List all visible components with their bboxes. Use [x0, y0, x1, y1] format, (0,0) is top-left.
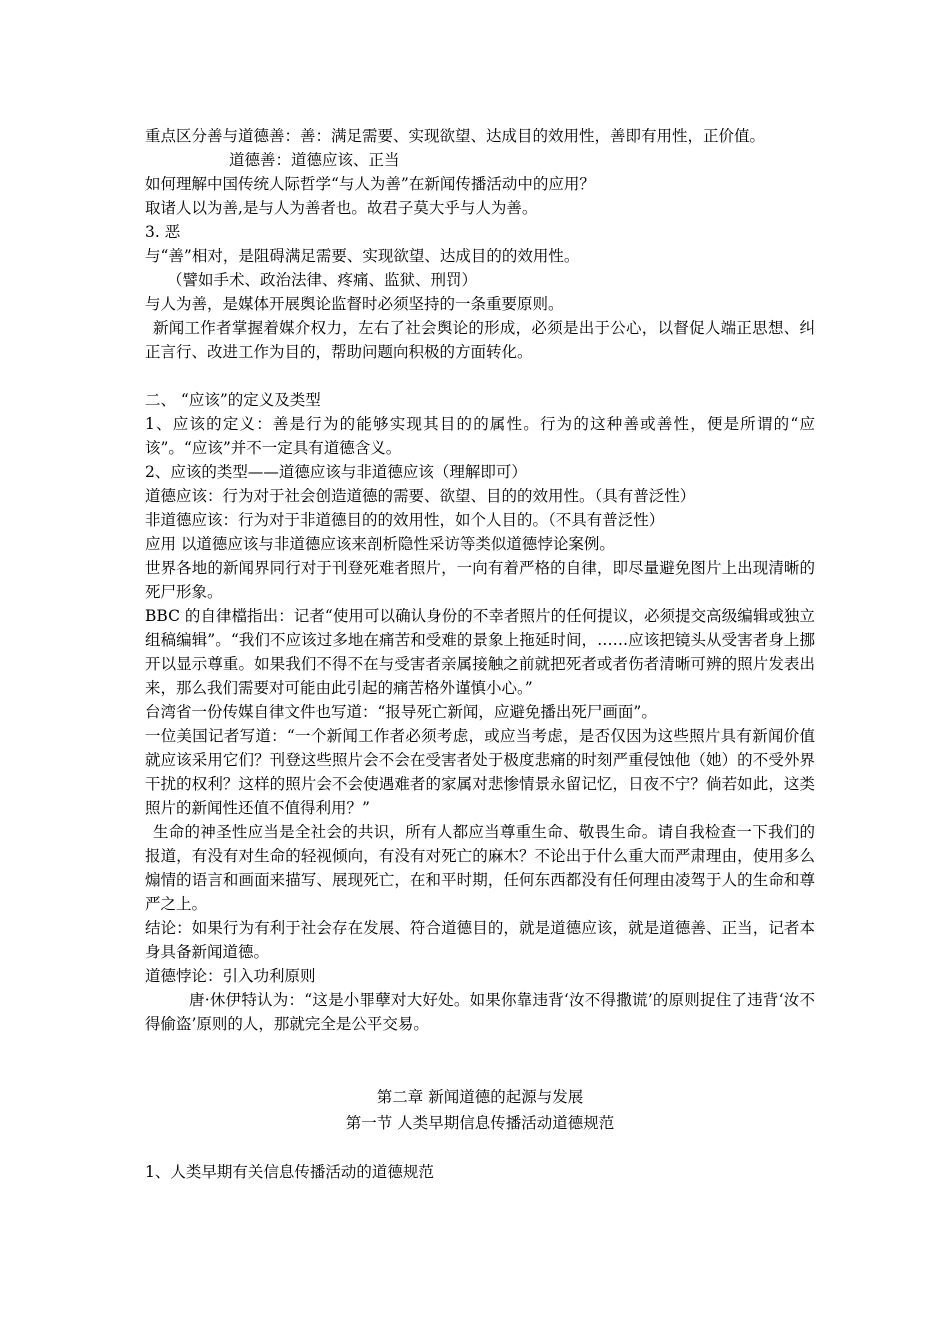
paragraph: 与“善”相对，是阻碍满足需要、实现欲望、达成目的的效用性。 — [145, 247, 580, 265]
paragraph: 生命的神圣性应当是全社会的共识，所有人都应当尊重生命、敬畏生命。请自我检查一下我们的报道，有没有对生命的轻视倾向，有没有对死亡的麻木？不论出于什么重大而严肃理由，使用多么煽情的语言和画面来描写、展现死亡，在和平时期，任何东西都没有任何理由凌驾于人的生命和尊严之上。 — [145, 823, 815, 913]
paragraph: 唐·休伊特认为：“这是小罪孽对大好处。如果你靠违背‘汝不得撒谎’的原则捉住了违背‘汝不得偷盗’原则的人，那就完全是公平交易。 — [145, 991, 815, 1033]
paragraph: BBC 的自律檔指出：记者“使用可以确认身份的不幸者照片的任何提议，必须提交高级编辑或独立组稿编辑”。“我们不应该过多地在痛苦和受难的景象上拖延时间，……应该把镜头从受害者身上挪开以显示尊重。如果我们不得不在与受害者亲属接触之前就把死者或者伤者清晰可辨的照片发表出来，那么我们需要对可能由此引起的痛苦格外谨慎小心。” — [145, 607, 815, 697]
section-title: 第一节 人类早期信息传播活动道德规范 — [345, 1114, 615, 1132]
paragraph: 1、人类早期有关信息传播活动的道德规范 — [145, 1163, 434, 1181]
paragraph: 应用 以道德应该与非道德应该来剖析隐性采访等类似道德悖论案例。 — [145, 535, 615, 553]
document-page — [145, 124, 815, 1184]
paragraph: 与人为善，是媒体开展舆论监督时必须坚持的一条重要原则。 — [145, 295, 564, 313]
chapter-title: 第二章 新闻道德的起源与发展 — [376, 1088, 584, 1106]
paragraph: 新闻工作者掌握着媒介权力，左右了社会舆论的形成，必须是出于公心，以督促人端正思想、纠正言行、改进工作为目的，帮助问题向积极的方面转化。 — [145, 319, 815, 361]
paragraph: 结论：如果行为有利于社会存在发展、符合道德目的，就是道德应该，就是道德善、正当，记者本身具备新闻道德。 — [145, 919, 815, 961]
paragraph: 世界各地的新闻界同行对于刊登死难者照片，一向有着严格的自律，即尽量避免图片上出现清晰的死尸形象。 — [145, 559, 815, 601]
paragraph: 非道德应该：行为对于非道德目的的效用性，如个人目的。（不具有普泛性） — [145, 511, 665, 529]
paragraph: 道德悖论：引入功利原则 — [145, 967, 316, 985]
spacer — [145, 1060, 815, 1084]
paragraph: 重点区分善与道德善：善：满足需要、实现欲望、达成目的效用性，善即有用性，正价值。 — [145, 127, 766, 145]
spacer — [145, 364, 815, 388]
heading: 二、 “应该”的定义及类型 — [145, 391, 321, 409]
paragraph: （譬如手术、政治法律、疼痛、监狱、刑罚） — [167, 271, 478, 289]
spacer — [145, 1036, 815, 1060]
spacer — [145, 1136, 815, 1160]
paragraph: 道德应该：行为对于社会创造道德的需要、欲望、目的的效用性。（具有普泛性） — [145, 487, 696, 505]
paragraph: 2、应该的类型——道德应该与非道德应该（理解即可） — [145, 463, 527, 481]
paragraph: 一位美国记者写道：“一个新闻工作者必须考虑，或应当考虑，是否仅因为这些照片具有新闻价值就应该采用它们？刊登这些照片会不会在受害者处于极度悲痛的时刻严重侵蚀他（她）的不受外界干扰的权利？这样的照片会不会使遇难者的家属对悲惨情景永留记忆，日夜不宁？倘若如此，这类照片的新闻性还值不值得利用？” — [145, 727, 815, 817]
paragraph: 如何理解中国传统人际哲学“与人为善”在新闻传播活动中的应用？ — [145, 175, 595, 193]
paragraph: 道德善：道德应该、正当 — [229, 151, 400, 169]
paragraph: 1、应该的定义：善是行为的能够实现其目的的属性。行为的这种善或善性，便是所谓的“应该”。“应该”并不一定具有道德含义。 — [145, 415, 815, 457]
paragraph: 台湾省一份传媒自律文件也写道：“报导死亡新闻，应避免播出死尸画面”。 — [145, 703, 657, 721]
heading: 3. 恶 — [145, 223, 181, 241]
paragraph: 取诸人以为善,是与人为善者也。故君子莫大乎与人为善。 — [145, 199, 538, 217]
